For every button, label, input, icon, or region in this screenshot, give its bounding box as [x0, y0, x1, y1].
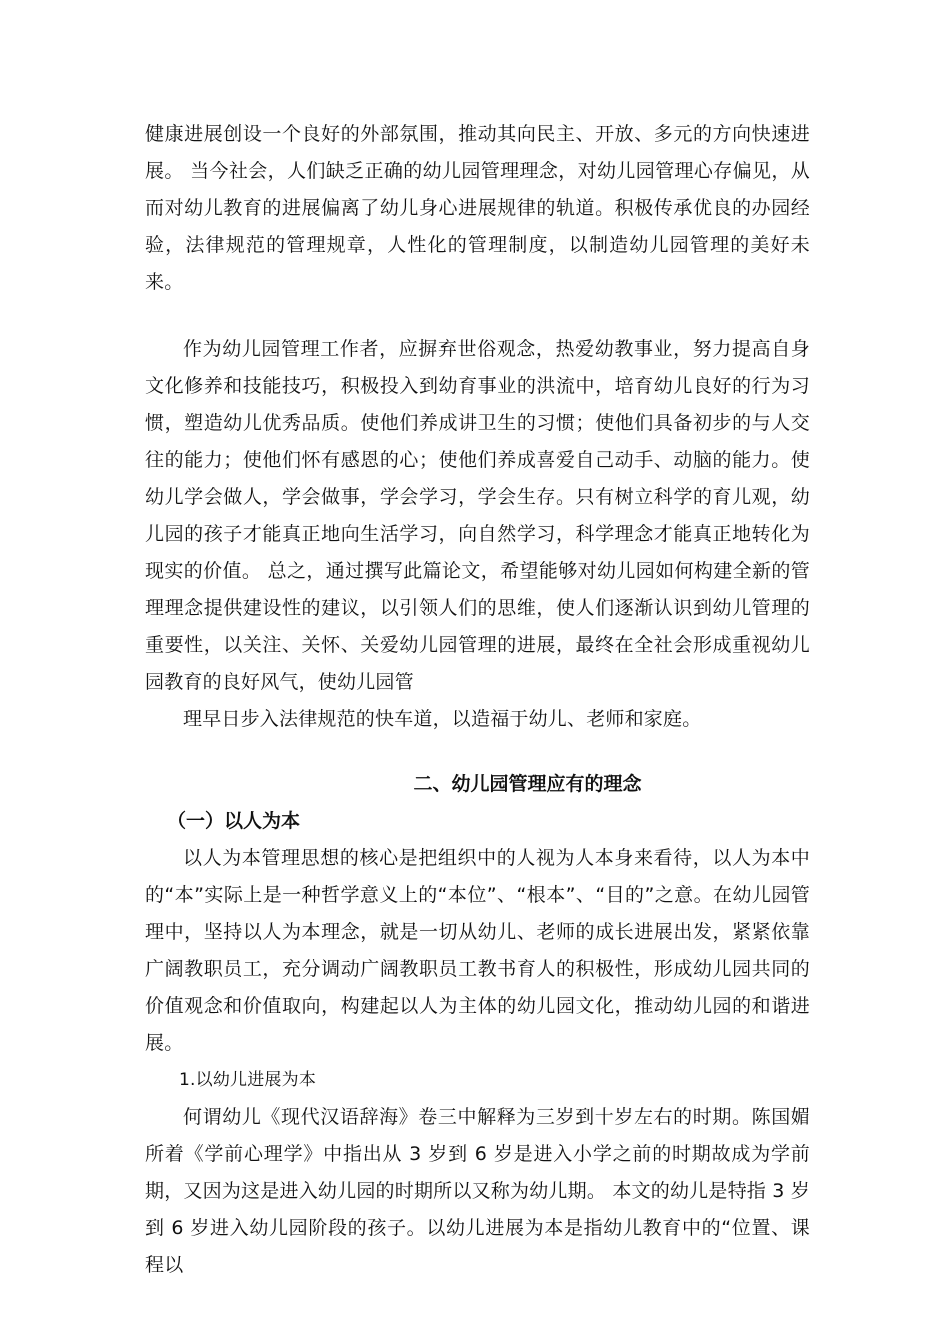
paragraph-1: 健康进展创设一个良好的外部氛围，推动其向民主、开放、多元的方向快速进展。 当今社会，人们缺乏正确的幼儿园管理理念，对幼儿园管理心存偏见，从而对幼儿教育的进展偏离了幼儿身心进展规律的轨道。积极传承优良的办园经验，法律规范的管理规章，人性化的管理制度，以制造幼儿园管理的美好未来。 [145, 123, 810, 293]
numbered-subheading: 1.以幼儿进展为本 [179, 1070, 317, 1090]
paragraph-3: 理早日步入法律规范的快车道，以造福于幼儿、老师和家庭。 [183, 708, 702, 730]
paragraph-5: 何谓幼儿《现代汉语辞海》卷三中解释为三岁到十岁左右的时期。陈国媚所着《学前心理学》中指出从 3 岁到 6 岁是进入小学之前的时期故成为学前期，又因为这是进入幼儿园的时期所以又称为幼儿期。 本文的幼儿是特指 3 岁到 6 岁进入幼儿园阶段的孩子。以幼儿进展为本是指幼儿教育中的“位置、课程以 [145, 1106, 810, 1276]
document-body [145, 116, 810, 1284]
section-heading: 二、幼儿园管理应有的理念 [413, 773, 642, 795]
paragraph-4: 以人为本管理思想的核心是把组织中的人视为人本身来看待，以人为本中的“本”实际上是一种哲学意义上的“本位”、“根本”、“目的”之意。在幼儿园管理中，坚持以人为本理念，就是一切从幼儿、老师的成长进展出发，紧紧依靠广阔教职员工，充分调动广阔教职员工教书育人的积极性，形成幼儿园共同的价值观念和价值取向，构建起以人为主体的幼儿园文化，推动幼儿园的和谐进展。 [145, 847, 810, 1054]
paragraph-2: 作为幼儿园管理工作者，应摒弃世俗观念，热爱幼教事业，努力提高自身文化修养和技能技巧，积极投入到幼育事业的洪流中，培育幼儿良好的行为习惯，塑造幼儿优秀品质。使他们养成讲卫生的习惯；使他们具备初步的与人交往的能力；使他们怀有感恩的心；使他们养成喜爱自己动手、动脑的能力。使幼儿学会做人，学会做事，学会学习，学会生存。只有树立科学的育儿观，幼儿园的孩子才能真正地向生活学习，向自然学习，科学理念才能真正地转化为现实的价值。 总之，通过撰写此篇论文，希望能够对幼儿园如何构建全新的管理理念提供建设性的建议，以引领人们的思维，使人们逐渐认识到幼儿管理的重要性，以关注、关怀、关爱幼儿园管理的进展，最终在全社会形成重视幼儿园教育的良好风气，使幼儿园管 [145, 338, 810, 693]
subsection-heading: （一）以人为本 [167, 810, 301, 832]
